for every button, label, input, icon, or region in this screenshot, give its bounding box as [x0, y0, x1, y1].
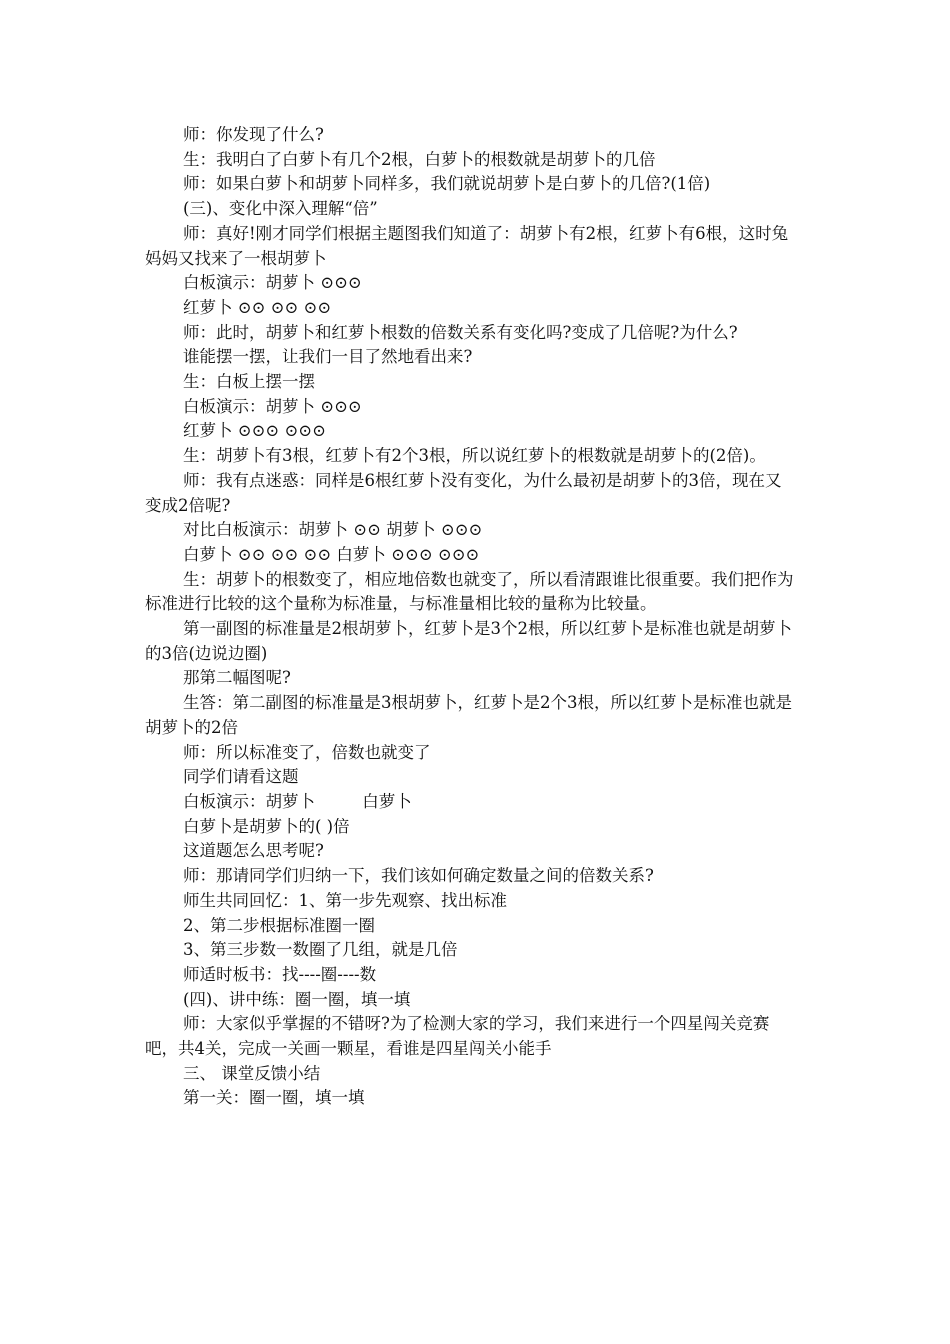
whiteboard-demo: 白板演示：胡萝卜 ⊙⊙⊙	[183, 396, 362, 416]
paragraph: 师：真好!刚才同学们根据主题图我们知道了：胡萝卜有2根，红萝卜有6根，这时兔妈妈又找来了一根胡萝卜	[145, 223, 789, 268]
paragraph: 生答：第二副图的标准量是3根胡萝卜，红萝卜是2个3根，所以红萝卜是标准也就是胡萝卜的2倍	[145, 693, 792, 737]
paragraph: 师：我有点迷惑：同样是6根红萝卜没有变化，为什么最初是胡萝卜的3倍，现在又变成2倍呢?	[145, 470, 782, 515]
whiteboard-demo: 对比白板演示：胡萝卜 ⊙⊙ 胡萝卜 ⊙⊙⊙	[183, 520, 483, 540]
paragraph: 第一副图的标准量是2根胡萝卜，红萝卜是3个2根，所以红萝卜是标准也就是胡萝卜的3倍(边说边圈)	[145, 619, 792, 663]
paragraph: 师：此时，胡萝卜和红萝卜根数的倍数关系有变化吗?变成了几倍呢?为什么?	[183, 322, 738, 342]
whiteboard-demo: 红萝卜 ⊙⊙⊙ ⊙⊙⊙	[183, 421, 326, 441]
document-body	[145, 123, 795, 1111]
paragraph: 师：所以标准变了，倍数也就变了	[183, 742, 431, 762]
paragraph: 师适时板书：找----圈----数	[183, 964, 377, 984]
paragraph: 师生共同回忆：1、第一步先观察、找出标准	[183, 890, 507, 910]
section-heading: 三、 课堂反馈小结	[183, 1063, 321, 1083]
paragraph: 生：我明白了白萝卜有几个2根，白萝卜的根数就是胡萝卜的几倍	[183, 149, 656, 169]
whiteboard-demo: 红萝卜 ⊙⊙ ⊙⊙ ⊙⊙	[183, 297, 332, 317]
paragraph: 第一关：圈一圈，填一填	[183, 1088, 365, 1108]
whiteboard-demo: 白萝卜 ⊙⊙ ⊙⊙ ⊙⊙ 白萝卜 ⊙⊙⊙ ⊙⊙⊙	[183, 544, 480, 564]
paragraph: 那第二幅图呢?	[183, 668, 291, 688]
paragraph: 师：如果白萝卜和胡萝卜同样多，我们就说胡萝卜是白萝卜的几倍?(1倍)	[183, 174, 711, 194]
paragraph: 师：大家似乎掌握的不错呀?为了检测大家的学习，我们来进行一个四星闯关竞赛吧，共4关，完成一关画一颗星，看谁是四星闯关小能手	[145, 1014, 770, 1059]
section-heading: (四)、讲中练：圈一圈，填一填	[183, 989, 411, 1009]
whiteboard-demo: 白板演示：胡萝卜 白萝卜	[183, 791, 412, 811]
paragraph: 3、第三步数一数圈了几组，就是几倍	[183, 940, 458, 960]
section-heading: (三)、变化中深入理解“倍”	[183, 199, 378, 219]
paragraph: 同学们请看这题	[183, 767, 299, 787]
paragraph: 生：胡萝卜的根数变了，相应地倍数也就变了，所以看清跟谁比很重要。我们把作为标准进行比较的这个量称为标准量，与标准量相比较的量称为比较量。	[145, 569, 794, 614]
paragraph: 2、第二步根据标准圈一圈	[183, 915, 375, 935]
paragraph: 谁能摆一摆，让我们一目了然地看出来?	[183, 347, 473, 367]
paragraph: 白萝卜是胡萝卜的( )倍	[183, 816, 350, 836]
paragraph: 师：那请同学们归纳一下，我们该如何确定数量之间的倍数关系?	[183, 866, 654, 886]
paragraph: 生：白板上摆一摆	[183, 372, 315, 392]
whiteboard-demo: 白板演示：胡萝卜 ⊙⊙⊙	[183, 273, 362, 293]
paragraph: 这道题怎么思考呢?	[183, 841, 324, 861]
paragraph: 生：胡萝卜有3根，红萝卜有2个3根，所以说红萝卜的根数就是胡萝卜的(2倍)。	[183, 446, 766, 466]
paragraph: 师：你发现了什么?	[183, 125, 324, 144]
